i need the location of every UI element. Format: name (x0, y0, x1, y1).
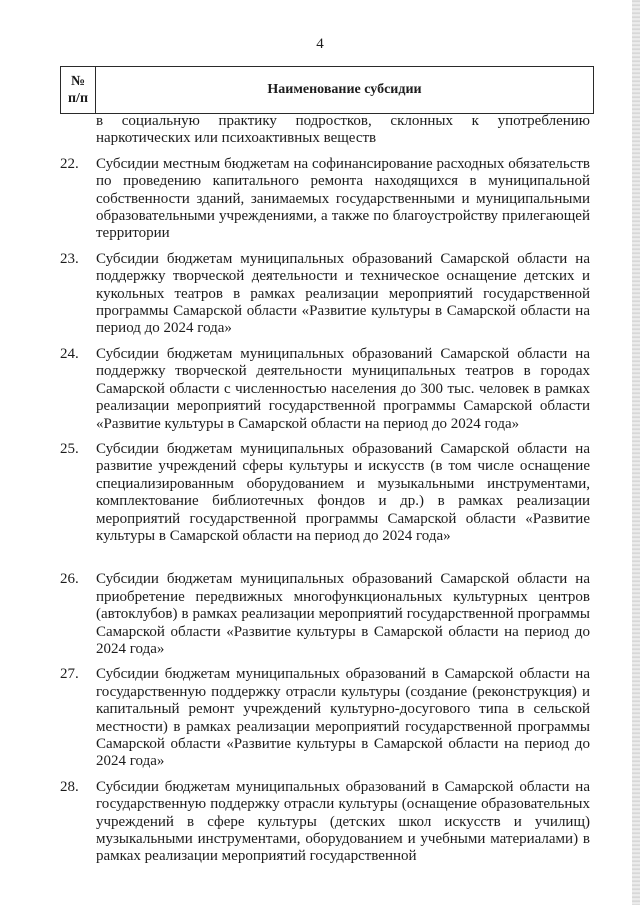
column-header-name: Наименование субсидии (96, 67, 594, 114)
table-row (60, 346, 592, 433)
row-text: Субсидии бюджетам муниципальных образований Самарской области на развитие учреждений сферы культуры и искусств (в том числе оснащение специализированным оборудованием и музыкальными инструментами, комплектование библиотечных фондов и др.) в рамках реализации мероприятий государственной программы Самарской области «Развитие культуры в Самарской области на период до 2024 года» (96, 440, 590, 544)
row-text: Субсидии бюджетам муниципальных образований в Самарской области на государственную поддержку отрасли культуры (оснащение образовательных учреждений в сфере культуры (детских школ искусств и училищ) музыкальными инструментами, оборудованием и учебными материалами) в рамках реализации мероприятий государственной (96, 778, 590, 865)
table-row (60, 666, 592, 770)
subsidy-list (60, 113, 592, 866)
row-number: 27. (60, 666, 79, 683)
scan-edge-artifact (632, 0, 640, 905)
subsidy-table-header (60, 66, 594, 114)
table-row (60, 441, 592, 545)
row-text: Субсидии бюджетам муниципальных образований в Самарской области на государственную поддержку отрасли культуры (создание (реконструкция) и капитальный ремонт учреждений культурно-досугового типа в сельской местности) в рамках реализации мероприятий государственной программы Самарской области «Развитие культуры в Самарской области на период до 2024 года» (96, 666, 590, 770)
row-number: 28. (60, 778, 79, 795)
row-text: в социальную практику подростков, склонных к употреблению наркотических или психоактивных веществ (96, 113, 590, 147)
row-number: 22. (60, 155, 79, 172)
table-row (60, 251, 592, 338)
row-number: 24. (60, 345, 79, 362)
row-number: 23. (60, 250, 79, 267)
column-header-number (61, 67, 96, 114)
row-text: Субсидии бюджетам муниципальных образований Самарской области на приобретение передвижных многофункциональных культурных центров (автоклубов) в рамках реализации мероприятий государственной программы Самарской области «Развитие культуры в Самарской области на период до 2024 года» (96, 571, 590, 657)
row-text: Субсидии бюджетам муниципальных образований Самарской области на поддержку творческой деятельности муниципальных театров в городах Самарской области с численностью населения до 300 тыс. человек в рамках реализации мероприятий государственной программы Самарской области «Развитие культуры в Самарской области на период до 2024 года» (96, 345, 590, 432)
table-row (60, 779, 592, 866)
row-number: 26. (60, 571, 79, 588)
row-text: Субсидии бюджетам муниципальных образований Самарской области на поддержку творческой деятельности и техническое оснащение детских и кукольных театров в рамках реализации мероприятий государственной программы Самарской области «Развитие культуры в Самарской области на период до 2024 года» (96, 250, 590, 337)
table-header-row (61, 67, 594, 114)
column-header-number-line2: п/п (67, 91, 89, 106)
row-text: Субсидии местным бюджетам на софинансирование расходных обязательств по проведению капитального ремонта находящихся в муниципальной собственности зданий, занимаемых государственными и муниципальными образовательными учреждениями, а также по благоустройству прилегающей территории (96, 155, 590, 242)
table-row (60, 571, 592, 658)
page-number: 4 (316, 36, 324, 52)
row-number: 25. (60, 440, 79, 457)
table-row (60, 156, 592, 243)
column-header-number-line1: № (70, 74, 86, 89)
table-row (60, 113, 592, 148)
